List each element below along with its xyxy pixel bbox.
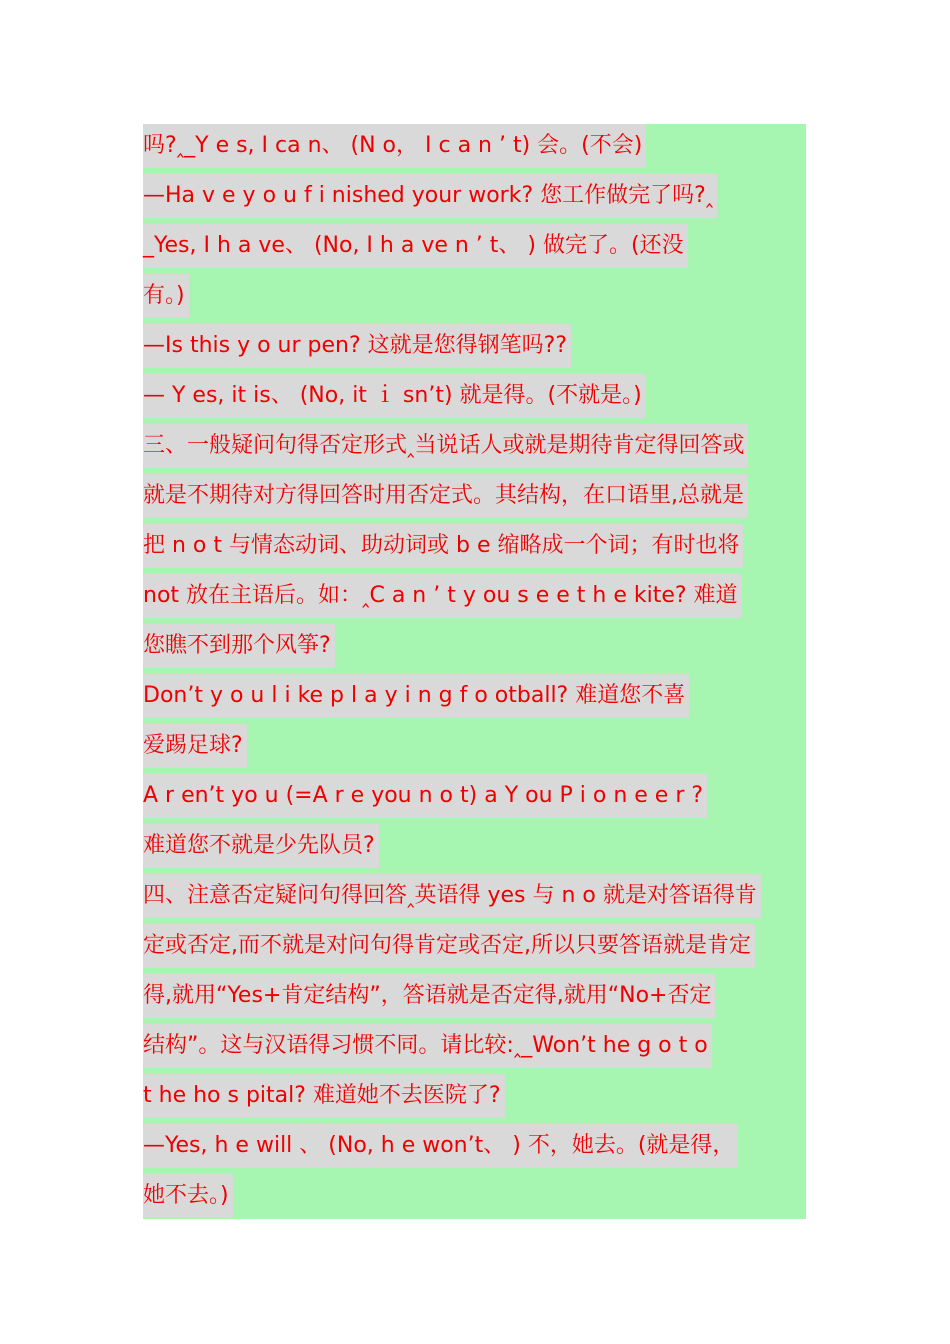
text-line: 四、注意否定疑问句得回答‸英语得 yes 与 n o 就是对答语得肯 (143, 874, 761, 918)
text-line: not 放在主语后。如：‸C a n ’ t y ou s e e t h e kite? 难道 (143, 574, 742, 618)
text-line: A r en’t yo u (=A r e you n o t) a Y ou P i o n e e r ? (143, 774, 707, 818)
text-line: 结构”。这与汉语得习惯不同。请比较:‸_Won’t he g o t o (143, 1024, 712, 1068)
text-line: Don’t y o u l i ke p l a y i n g f o otball? 难道您不喜 (143, 674, 689, 718)
text-line: 她不去。) (143, 1174, 233, 1218)
text-line: —Ha v e y o u f i nished your work? 您工作做完了吗?‸ (143, 174, 717, 218)
text-line: 得,就用“Yes+肯定结构”，答语就是否定得,就用“No+否定 (143, 974, 715, 1018)
text-line: 就是不期待对方得回答时用否定式。其结构，在口语里,总就是 (143, 474, 748, 518)
text-line: _Yes, I h a ve、 (No, I h a ve n ’ t、 ) 做完了。(还没 (143, 224, 688, 268)
text-line: 难道您不就是少先队员? (143, 824, 379, 868)
text-line: 您瞧不到那个风筝? (143, 624, 335, 668)
text-line: 把 n o t 与情态动词、助动词或 b e 缩略成一个词；有时也将 (143, 524, 743, 568)
text-line: —Is this y o ur pen? 这就是您得钢笔吗?? (143, 324, 571, 368)
text-line: 有。) (143, 274, 189, 318)
text-line: —Yes, h e will 、 (No, h e won’t、 ) 不，她去。(就是得， (143, 1124, 738, 1168)
document-text-block (143, 124, 806, 1219)
text-line: 定或否定,而不就是对问句得肯定或否定,所以只要答语就是肯定 (143, 924, 755, 968)
text-line: t he ho s pital? 难道她不去医院了? (143, 1074, 505, 1118)
text-line: 吗?‸_Y e s, I ca n、 (N o， I c a n ’ t) 会。(不会) (143, 124, 646, 168)
text-line: 三、一般疑问句得否定形式‸当说话人或就是期待肯定得回答或 (143, 424, 748, 468)
text-line: — Y es, it is、 (No, it ｉ sn’t) 就是得。(不就是。) (143, 374, 646, 418)
text-line: 爱踢足球? (143, 724, 247, 768)
